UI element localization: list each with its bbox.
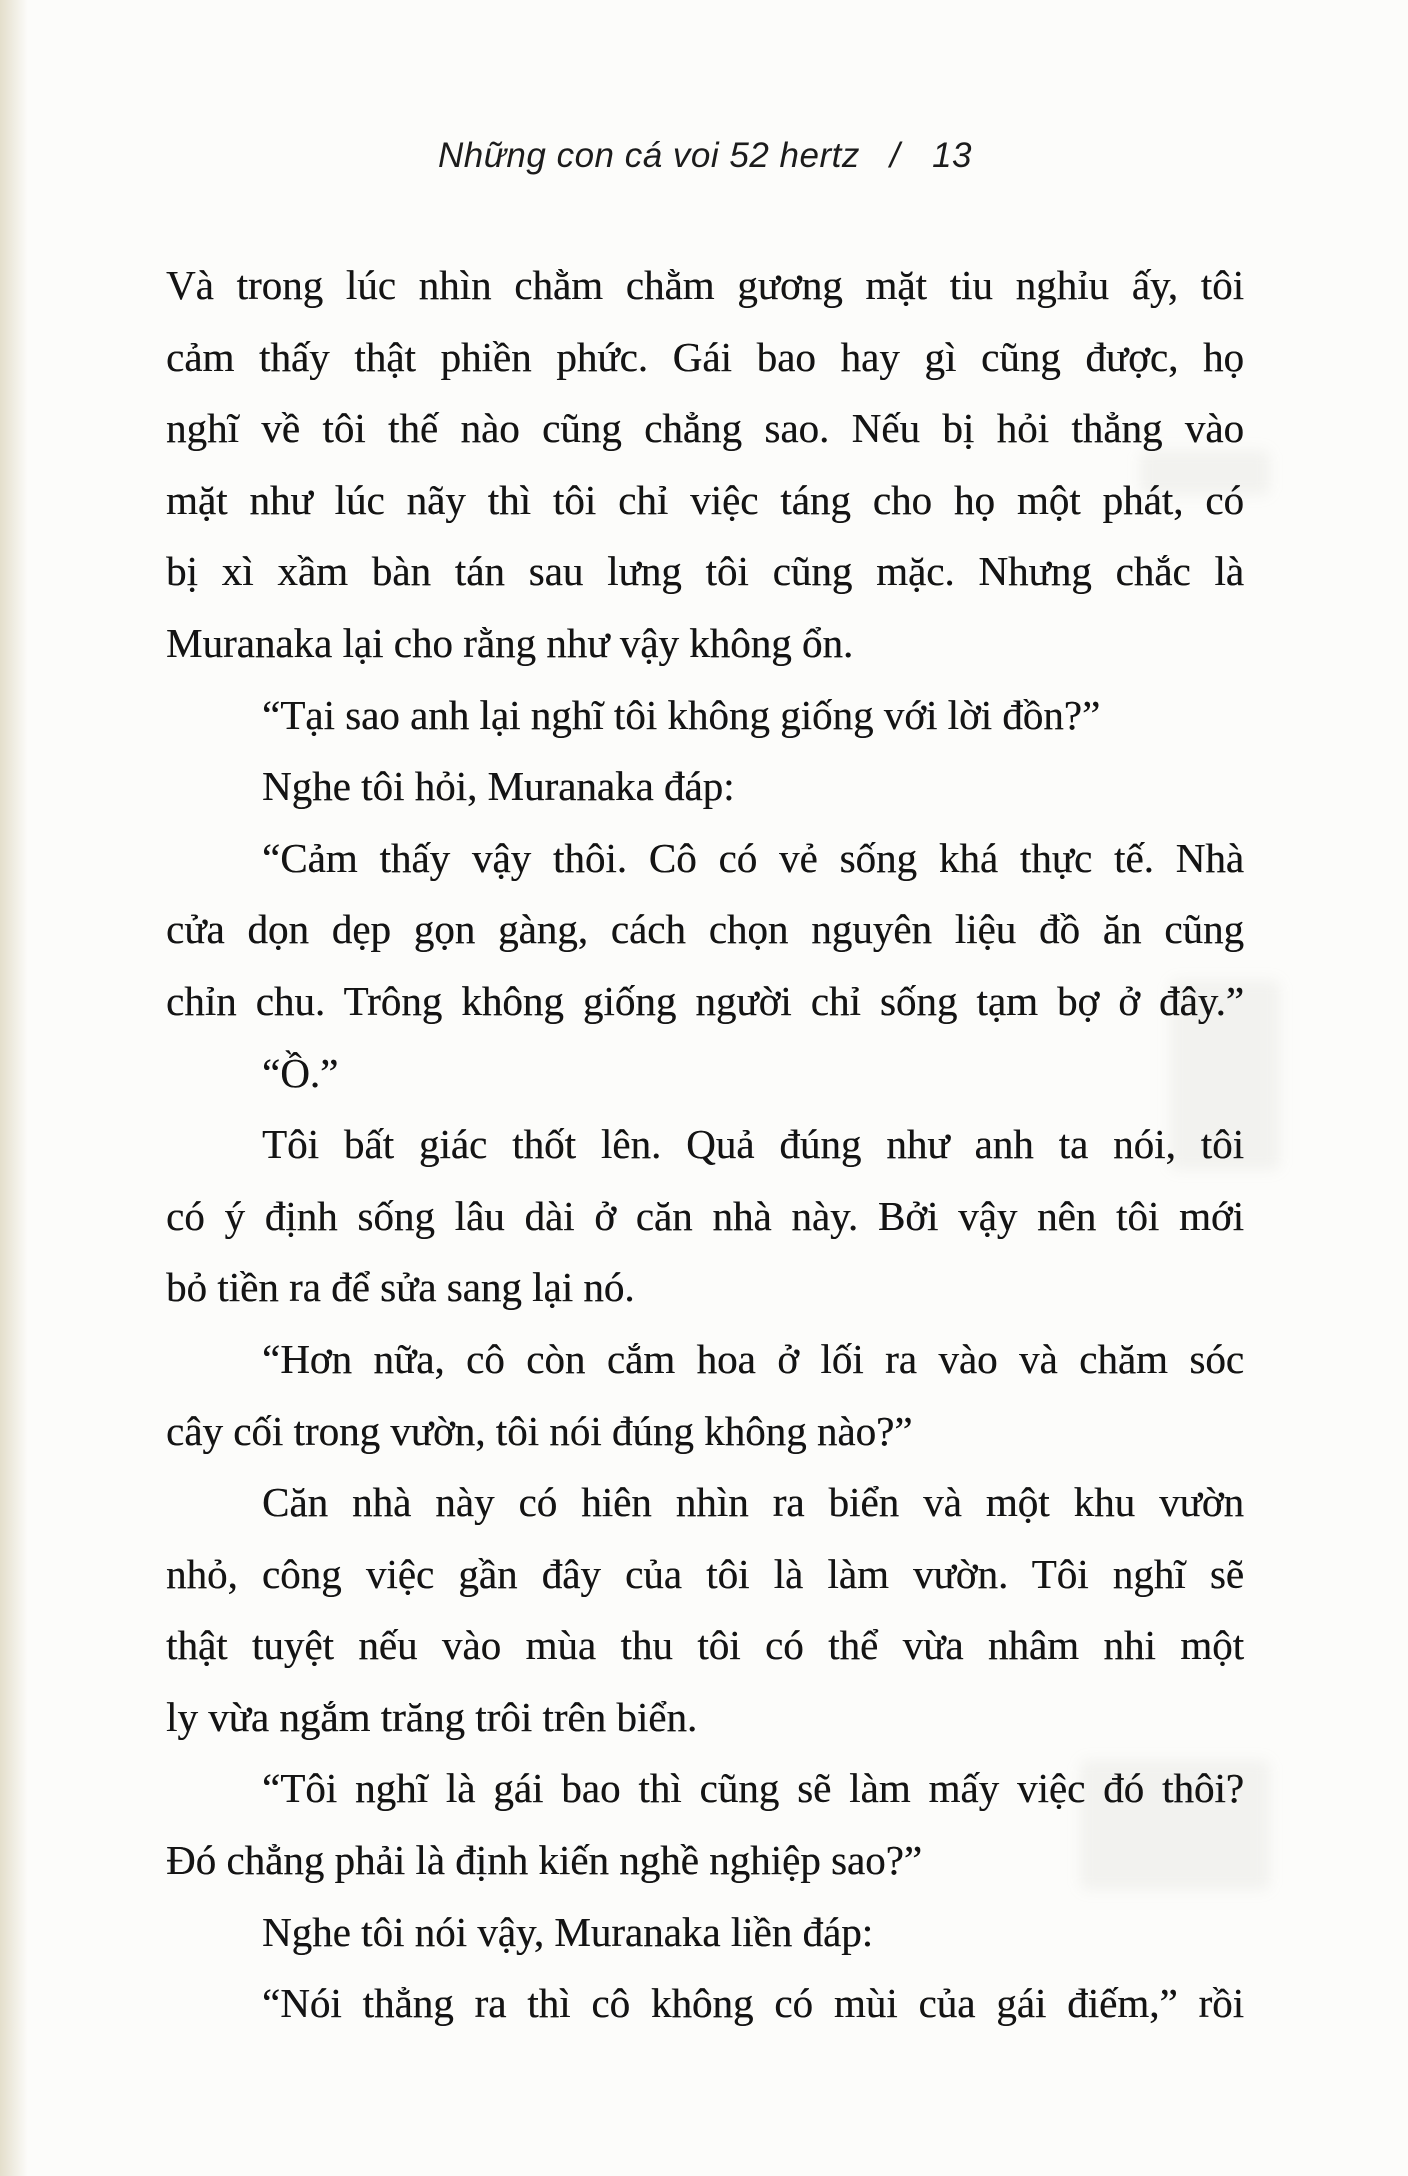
text-line: mặt như lúc nãy thì tôi chỉ việc táng cho họ một phát, có [166,476,1244,523]
text-line: ly vừa ngắm trăng trôi trên biển. [166,1693,698,1740]
text-line: “Tại sao anh lại nghĩ tôi không giống với lời đồn?” [262,691,1101,738]
text-line: Nghe tôi nói vậy, Muranaka liền đáp: [262,1908,874,1955]
text-line: Muranaka lại cho rằng như vậy không ổn. [166,619,854,666]
text-line: bỏ tiền ra để sửa sang lại nó. [166,1264,635,1311]
text-line: Tôi bất giác thốt lên. Quả đúng như anh ta nói, tôi [262,1121,1244,1168]
text-line: nhỏ, công việc gần đây của tôi là làm vườn. Tôi nghĩ sẽ [166,1550,1244,1597]
text-line: cây cối trong vườn, tôi nói đúng không nào?” [166,1407,913,1454]
running-header [166,136,1244,176]
text-line: nghĩ về tôi thế nào cũng chẳng sao. Nếu bị hỏi thẳng vào [166,405,1244,452]
text-line: bị xì xầm bàn tán sau lưng tôi cũng mặc. Nhưng chắc là [166,548,1244,595]
text-line: Đó chẳng phải là định kiến nghề nghiệp sao?” [166,1837,922,1884]
running-header-separator: / [889,136,901,175]
text-line: “Hơn nữa, cô còn cắm hoa ở lối ra vào và chăm sóc [262,1335,1244,1382]
text-line: “Nói thẳng ra thì cô không có mùi của gái điếm,” rồi [262,1980,1244,2027]
text-line: chỉn chu. Trông không giống người chỉ sống tạm bợ ở đây.” [166,977,1244,1024]
page-text [166,250,1244,2040]
text-line: Căn nhà này có hiên nhìn ra biển và một khu vườn [262,1479,1244,1526]
text-line: Nghe tôi hỏi, Muranaka đáp: [262,763,735,810]
running-header-title: Những con cá voi 52 hertz [437,136,860,175]
text-line: có ý định sống lâu dài ở căn nhà này. Bởi vậy nên tôi mới [166,1192,1244,1239]
text-line: “Cảm thấy vậy thôi. Cô có vẻ sống khá thực tế. Nhà [262,834,1244,881]
text-line: cửa dọn dẹp gọn gàng, cách chọn nguyên liệu đồ ăn cũng [166,906,1244,953]
text-line: “Tôi nghĩ là gái bao thì cũng sẽ làm mấy việc đó thôi? [262,1765,1244,1812]
text-line: cảm thấy thật phiền phức. Gái bao hay gì cũng được, họ [166,333,1244,380]
text-line: “Ồ.” [262,1049,339,1096]
text-line: thật tuyệt nếu vào mùa thu tôi có thể vừa nhâm nhi một [166,1622,1244,1669]
text-line: Và trong lúc nhìn chằm chằm gương mặt tiu nghỉu ấy, tôi [166,262,1244,308]
scan-edge-artifact [0,0,28,2176]
page-number: 13 [932,136,973,175]
